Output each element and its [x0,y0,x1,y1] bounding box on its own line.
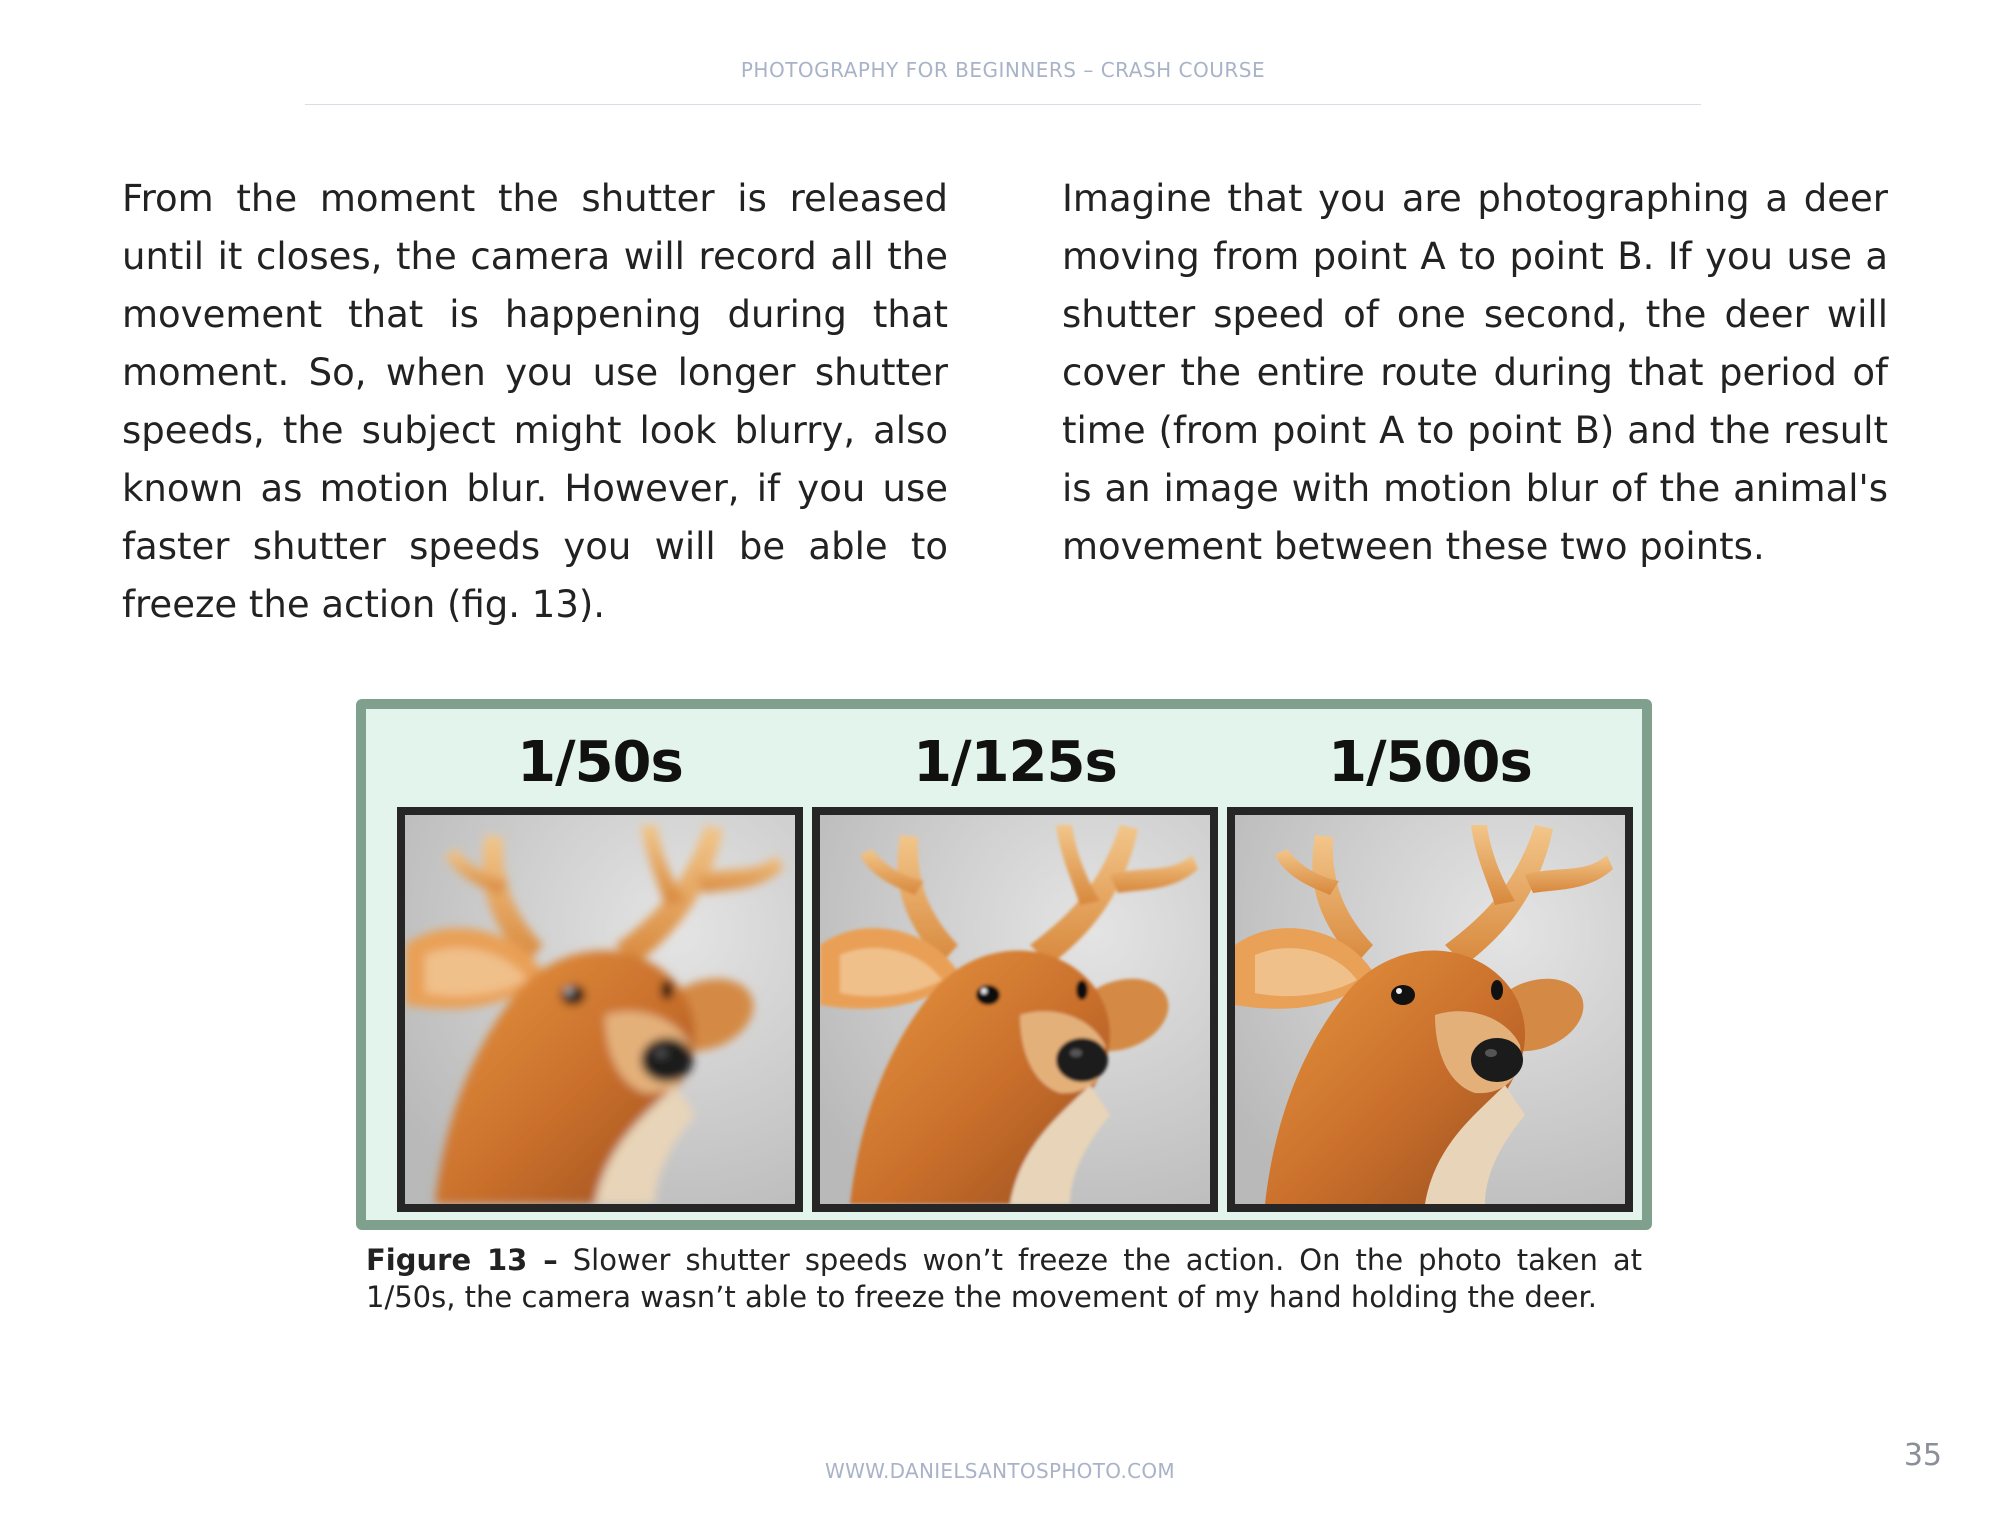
figure-caption [366,1242,1642,1316]
shutter-speed-label-1: 1/50s [517,730,683,795]
deer-photo-slow [397,807,803,1212]
shutter-speed-label-3: 1/500s [1328,730,1532,795]
figure-caption-label: Figure 13 – [366,1243,558,1277]
page-number: 35 [1903,1438,1942,1473]
figure-13 [356,699,1652,1230]
right-paragraph: Imagine that you are photographing a deer moving from point A to point B. If you use a shutter speed of one second, the deer will cover the entire route during that period of time (from point A to point B) and the result is an image with motion blur of the animal's movement between these two points. [1062,177,1888,568]
figure-caption-text: Slower shutter speeds won’t freeze the action. On the photo taken at 1/50s, the camera wasn’t able to freeze the movement of my hand holding the deer. [366,1243,1642,1314]
footer-url: WWW.DANIELSANTOSPHOTO.COM [825,1459,1175,1483]
header-divider [305,104,1701,105]
deer-photo-medium [812,807,1218,1212]
running-header: PHOTOGRAPHY FOR BEGINNERS – CRASH COURSE [740,58,1266,82]
left-paragraph: From the moment the shutter is released until it closes, the camera will record all the movement that is happening during that moment. So, when you use longer shutter speeds, the subject might look blurry, also known as motion blur. However, if you use faster shutter speeds you will be able to freeze the action (fig. 13). [122,177,948,626]
shutter-speed-label-2: 1/125s [913,730,1117,795]
deer-photo-fast [1227,807,1633,1212]
